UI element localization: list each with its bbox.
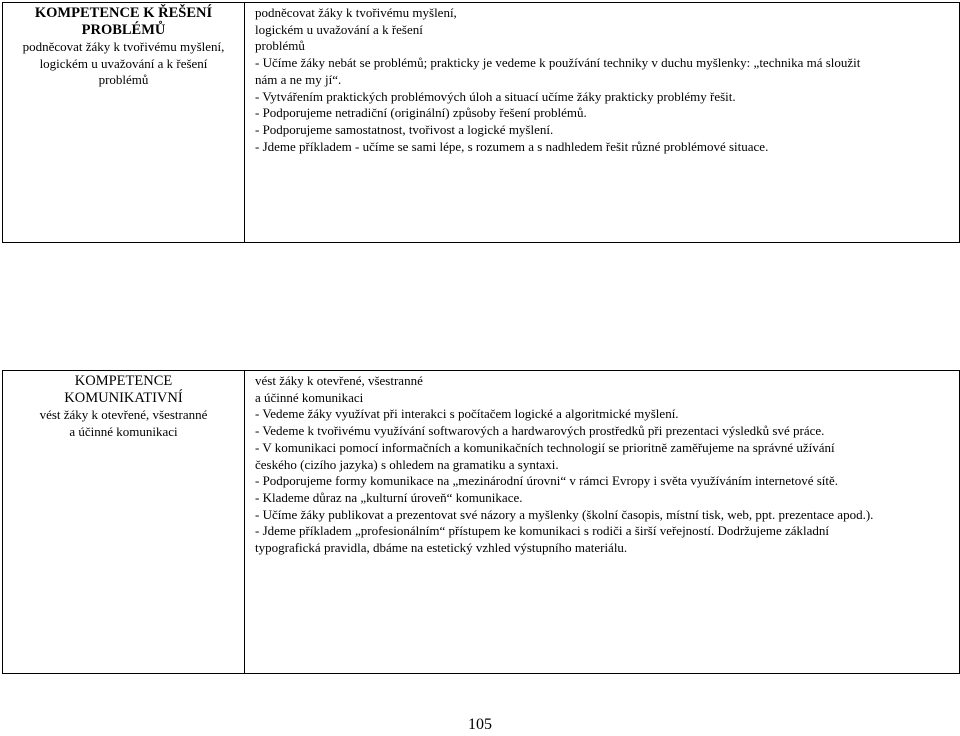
body-line: podněcovat žáky k tvořivému myšlení, (255, 5, 457, 20)
body-line: českého (cizího jazyka) s ohledem na gramatiku a syntaxi. (255, 456, 559, 472)
competence-subtitle: vést žáky k otevřené, všestranné (39, 407, 208, 422)
competence-subtitle: problémů (98, 72, 149, 88)
competence-subtitle: a účinné komunikaci (69, 423, 178, 439)
body-line: - Učíme žáky publikovat a prezentovat své názory a myšlenky (školní časopis, místní tisk, web, ppt. prezentace apod.). (255, 506, 874, 522)
body-line: - Podporujeme netradiční (originální) způsoby řešení problémů. (255, 105, 587, 121)
body-line: - Jdeme příkladem - učíme se sami lépe, s rozumem a s nadhledem řešit různé problémové situace. (255, 138, 769, 154)
competence-table-problem-solving (2, 2, 960, 243)
body-line: vést žáky k otevřené, všestranné (255, 373, 423, 388)
competence-title: KOMPETENCE (74, 373, 173, 389)
competence-heading-cell (3, 371, 245, 674)
body-line: typografická pravidla, dbáme na estetický vzhled výstupního materiálu. (255, 540, 628, 556)
body-line: problémů (255, 38, 305, 54)
page-number: 105 (468, 716, 492, 733)
competence-title: KOMPETENCE K ŘEŠENÍ (34, 5, 213, 21)
competence-title: KOMUNIKATIVNÍ (64, 390, 183, 406)
body-line: nám a ne my jí“. (255, 71, 342, 87)
table-row (3, 371, 960, 674)
competence-table-communication (2, 370, 960, 674)
body-line: logickém u uvažování a k řešení (255, 21, 423, 37)
body-line: - Učíme žáky nebát se problémů; prakticky je vedeme k používání techniky v duchu myšlenky: „technika má sloužit (255, 55, 861, 71)
body-line: - Klademe důraz na „kulturní úroveň“ komunikace. (255, 489, 523, 505)
body-line: - Vytvářením praktických problémových úloh a situací učíme žáky prakticky problémy řešit. (255, 88, 736, 104)
body-line: - Podporujeme formy komunikace na „mezinárodní úrovni“ v rámci Evropy i světa využíváním internetové sítě. (255, 473, 839, 489)
body-line: - Vedeme žáky využívat při interakci s počítačem logické a algoritmické myšlení. (255, 406, 679, 422)
competence-title: PROBLÉMŮ (81, 22, 166, 38)
competence-body-cell (245, 371, 960, 674)
body-line: - Vedeme k tvořivému využívání softwarových a hardwarových prostředků při prezentaci výsledků své práce. (255, 423, 825, 439)
competence-heading-cell (3, 3, 245, 243)
competence-body-cell (245, 3, 960, 243)
competence-subtitle: logickém u uvažování a k řešení (39, 55, 208, 71)
body-line: - Podporujeme samostatnost, tvořivost a logické myšlení. (255, 121, 554, 137)
body-line: - Jdeme příkladem „profesionálním“ přístupem ke komunikaci s rodiči a širší veřejností. Dodržujeme základní (255, 523, 829, 539)
body-line: - V komunikaci pomocí informačních a komunikačních technologií se prioritně zaměřujeme na správné užívání (255, 439, 835, 455)
table-row (3, 3, 960, 243)
body-line: a účinné komunikaci (255, 389, 364, 405)
competence-subtitle: podněcovat žáky k tvořivému myšlení, (22, 39, 225, 54)
